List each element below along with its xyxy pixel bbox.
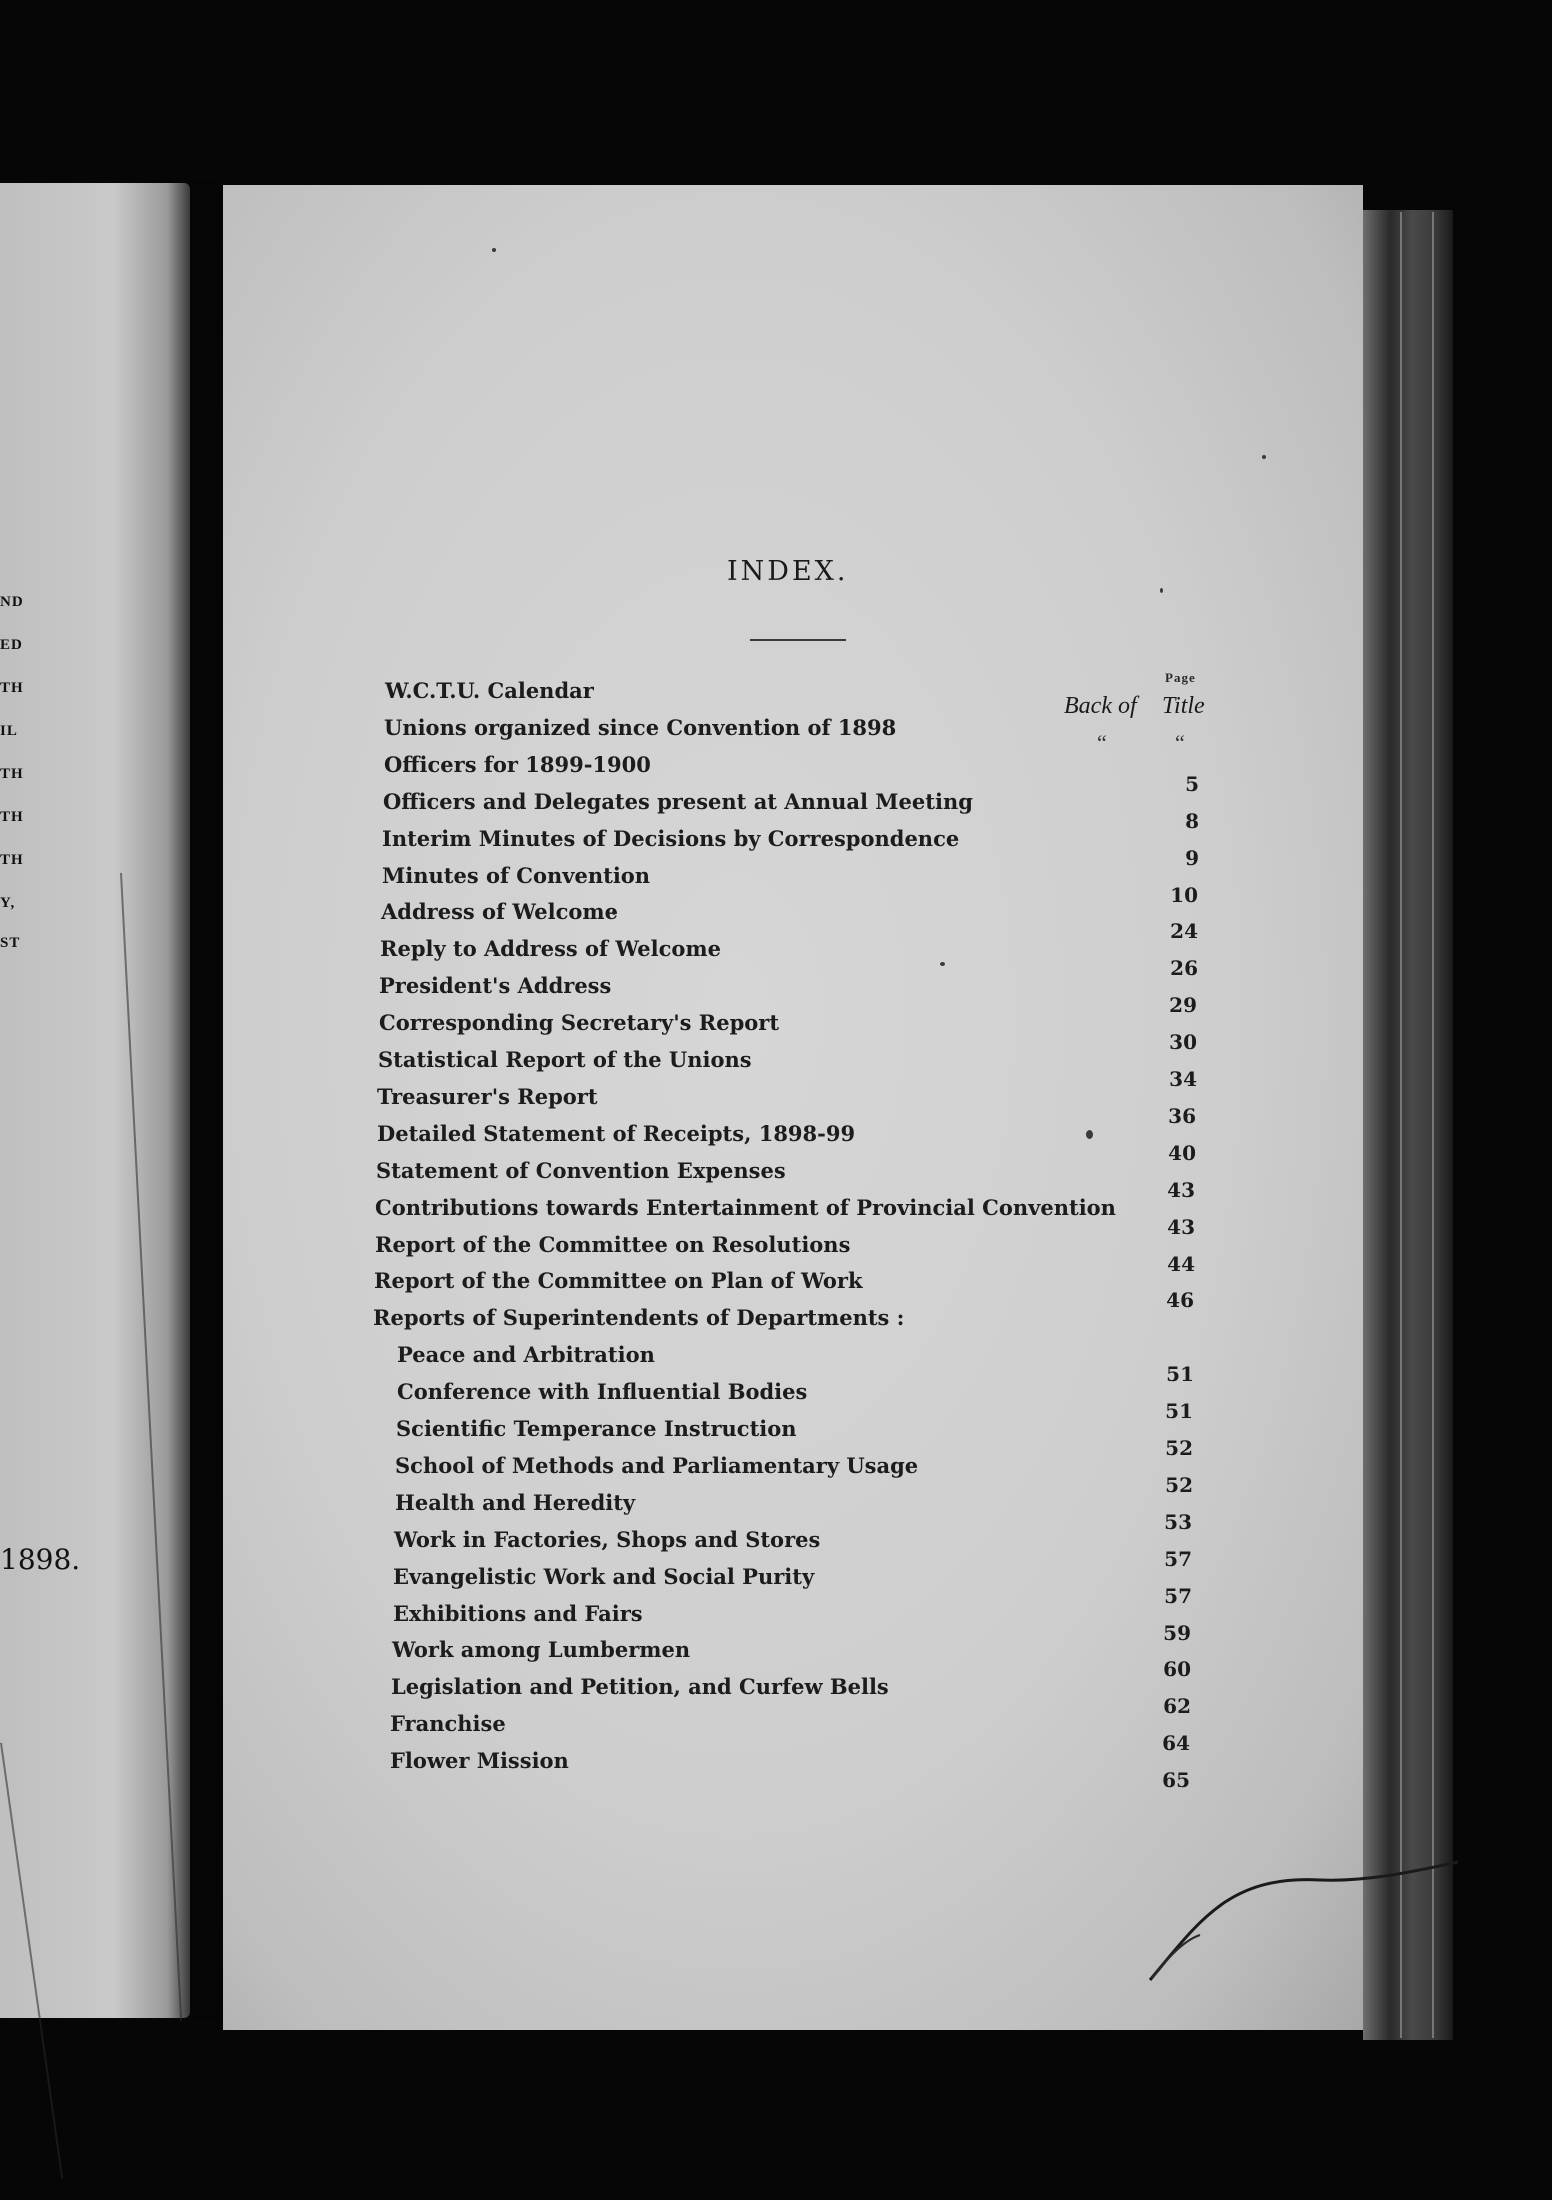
page-edge-line (1400, 212, 1402, 2038)
index-entry-title: Franchise (390, 1711, 506, 1737)
index-entry-page: 65 (1162, 1768, 1190, 1793)
index-entry-title: Scientific Temperance Instruction (396, 1416, 797, 1441)
index-entry-page: 51 (1166, 1362, 1194, 1387)
left-page-fragment: TH (0, 766, 24, 782)
index-entry-page: 57 (1164, 1546, 1192, 1571)
left-page-fragment: TH (0, 680, 24, 696)
index-entry-title: Reports of Superintendents of Departments : (373, 1305, 905, 1331)
index-entry-title: Legislation and Petition, and Curfew Bells (391, 1674, 889, 1700)
index-entry-title: Exhibitions and Fairs (393, 1600, 643, 1626)
ditto-mark: “ (1097, 730, 1107, 755)
page-column-label: Page (1165, 670, 1196, 685)
index-entry-title: Evangelistic Work and Social Purity (393, 1563, 815, 1589)
scan-scratch (120, 873, 182, 2022)
index-entry-page: 43 (1167, 1214, 1195, 1239)
page-edge (1363, 210, 1453, 2040)
book-gutter (190, 180, 223, 2020)
index-entry-title: Address of Welcome (381, 899, 618, 925)
index-heading: INDEX. (727, 556, 849, 587)
page-edge-line (1432, 212, 1434, 2038)
index-entry-title: Reply to Address of Welcome (380, 936, 721, 962)
index-entry-title: Work among Lumbermen (392, 1637, 691, 1663)
dust-speck (1160, 588, 1163, 593)
title-label: Title (1162, 693, 1205, 719)
index-entry-title: Treasurer's Report (377, 1083, 598, 1109)
left-page-fragment: ST (0, 935, 21, 951)
index-entry-page: 60 (1163, 1657, 1191, 1682)
index-entry-title: Report of the Committee on Resolutions (375, 1231, 851, 1257)
dust-speck (1262, 455, 1266, 459)
back-of-label: Back of (1064, 693, 1137, 719)
left-page-fragment: TH (0, 852, 24, 868)
left-page-fragment: IL (0, 723, 18, 739)
index-entry-page: 8 (1185, 808, 1199, 833)
index-entry-page: 10 (1170, 882, 1198, 907)
index-entry-page: 62 (1163, 1694, 1191, 1719)
index-entry-page: 5 (1185, 771, 1199, 796)
page-crack (1140, 1860, 1460, 2010)
index-entry-page: 40 (1168, 1140, 1196, 1165)
index-entry-title: W.C.T.U. Calendar (385, 678, 594, 703)
index-entry-page: 34 (1169, 1067, 1197, 1091)
index-entry-title: Minutes of Convention (382, 862, 651, 888)
index-entry-page: 43 (1167, 1177, 1195, 1202)
index-entry-page: 30 (1169, 1030, 1197, 1055)
left-page-fragment: ED (0, 637, 23, 653)
left-page-year: 1898. (0, 1543, 81, 1576)
index-entry-page: 29 (1169, 993, 1197, 1018)
index-entry-title: Statement of Convention Expenses (376, 1157, 786, 1183)
index-entry-title: Work in Factories, Shops and Stores (394, 1526, 821, 1552)
index-entry-title: President's Address (379, 973, 612, 999)
index-entry-title: Unions organized since Convention of 1898 (384, 714, 897, 740)
index-entry-page: 57 (1164, 1583, 1192, 1608)
index-entry-page: 44 (1167, 1251, 1195, 1276)
index-entry-title: Report of the Committee on Plan of Work (374, 1268, 863, 1294)
index-entry-page: 46 (1166, 1288, 1194, 1313)
index-entry-title: Statistical Report of the Unions (378, 1047, 752, 1072)
dust-speck (940, 962, 945, 966)
index-entry-title: Corresponding Secretary's Report (379, 1010, 780, 1036)
index-entry-title: Officers and Delegates present at Annual Meeting (383, 788, 973, 814)
index-entry-page: 36 (1168, 1103, 1196, 1128)
index-entry-page: 53 (1164, 1509, 1192, 1534)
heading-rule (750, 639, 846, 641)
index-entry-title: Health and Heredity (395, 1489, 636, 1515)
left-page (0, 183, 190, 2018)
index-entry-title: Officers for 1899-1900 (384, 751, 651, 777)
left-page-fragment: Y, (0, 895, 16, 911)
index-entry-page: 24 (1170, 919, 1198, 944)
index-entry-page: 64 (1162, 1731, 1190, 1756)
index-entry-title: School of Methods and Parliamentary Usage (395, 1452, 919, 1478)
left-page-fragment: TH (0, 809, 24, 825)
index-entry-page: 52 (1165, 1436, 1193, 1460)
index-entry-page: 26 (1170, 956, 1198, 981)
index-entry-title: Contributions towards Entertainment of Provincial Convention (375, 1194, 1116, 1220)
index-entry-title: Conference with Influential Bodies (397, 1379, 808, 1405)
dust-speck (492, 248, 496, 252)
index-entry-title: Interim Minutes of Decisions by Correspondence (382, 825, 960, 851)
index-entry-title: Peace and Arbitration (397, 1342, 655, 1368)
scan-scratch (0, 1743, 63, 2179)
ink-blot (1086, 1130, 1093, 1139)
left-page-fragment: ND (0, 594, 24, 610)
index-entry-page: 51 (1165, 1399, 1193, 1424)
ditto-mark: “ (1175, 730, 1185, 755)
index-entry-title: Detailed Statement of Receipts, 1898-99 (377, 1120, 856, 1146)
index-entry-page: 59 (1163, 1620, 1191, 1645)
index-entry-page: 9 (1185, 845, 1199, 870)
index-entry-page: 52 (1165, 1472, 1193, 1497)
index-entry-title: Flower Mission (390, 1748, 569, 1774)
